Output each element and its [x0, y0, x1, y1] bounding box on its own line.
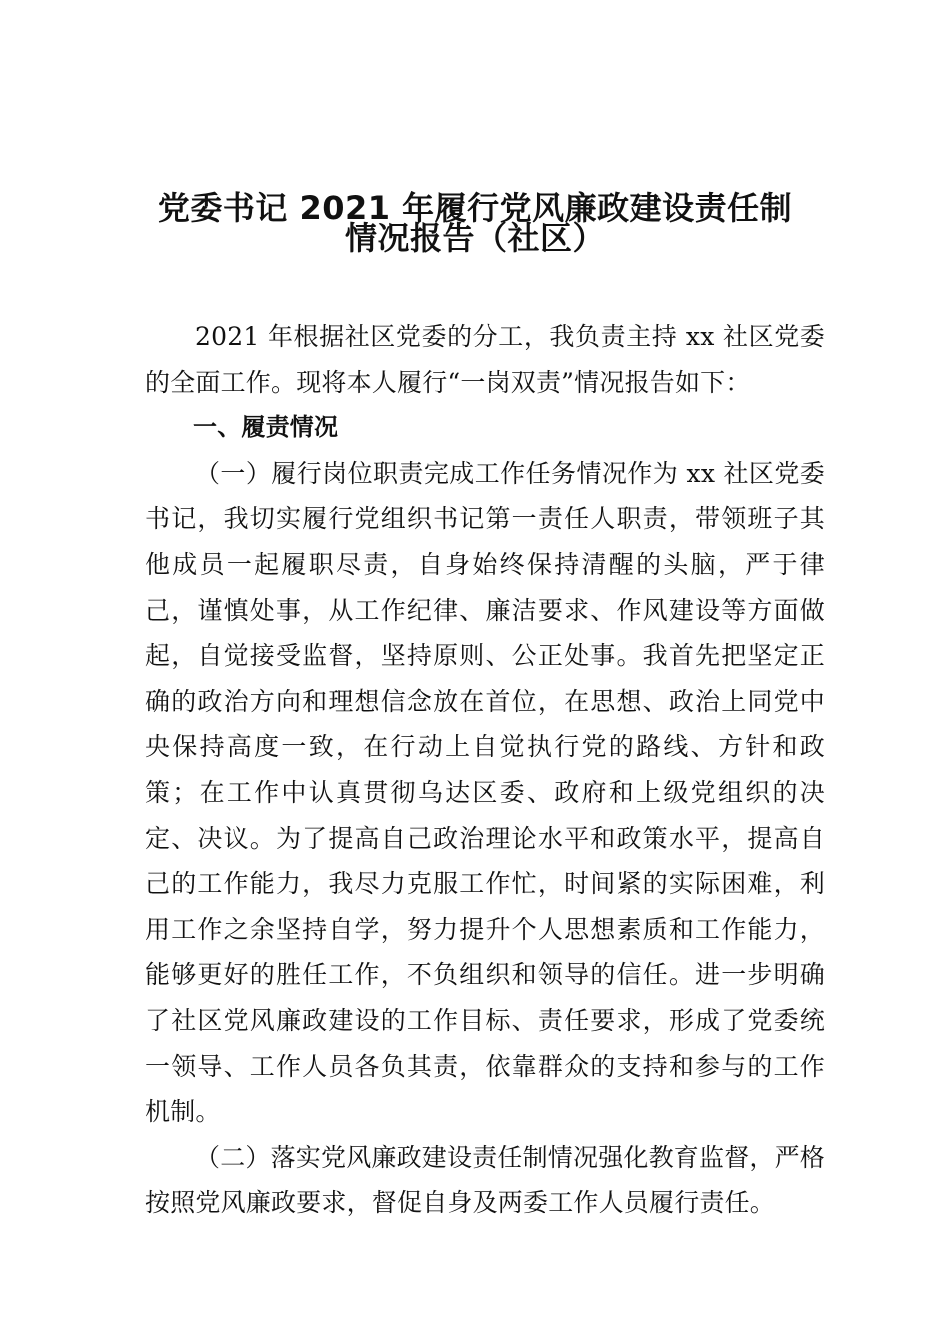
- intro-paragraph: 2021 年根据社区党委的分工，我负责主持 xx 社区党委的全面工作。现将本人履行“一岗双责”情况报告如下：: [145, 322, 825, 397]
- document-title-line-1: 党委书记 2021 年履行党风廉政建设责任制: [157, 189, 793, 227]
- section-heading: 一、履责情况: [193, 413, 339, 442]
- document-body: [145, 314, 825, 1226]
- paragraph-1: （一）履行岗位职责完成工作任务情况作为 xx 社区党委书记，我切实履行党组织书记第一责任人职责，带领班子其他成员一起履职尽责，自身始终保持清醒的头脑，严于律己，谨慎处事，从工作纪律、廉洁要求、作风建设等方面做起，自觉接受监督，坚持原则、公正处事。我首先把坚定正确的政治方向和理想信念放在首位，在思想、政治上同党中央保持高度一致，在行动上自觉执行党的路线、方针和政策；在工作中认真贯彻乌达区委、政府和上级党组织的决定、决议。为了提高自己政治理论水平和政策水平，提高自己的工作能力，我尽力克服工作忙，时间紧的实际困难，利用工作之余坚持自学，努力提升个人思想素质和工作能力，能够更好的胜任工作，不负组织和领导的信任。进一步明确了社区党风廉政建设的工作目标、责任要求，形成了党委统一领导、工作人员各负其责，依靠群众的支持和参与的工作机制。: [145, 458, 825, 1127]
- paragraph-2: （二）落实党风廉政建设责任制情况强化教育监督，严格按照党风廉政要求，督促自身及两委工作人员履行责任。: [145, 1142, 826, 1218]
- document-title-line-2: 情况报告（社区）: [344, 219, 605, 257]
